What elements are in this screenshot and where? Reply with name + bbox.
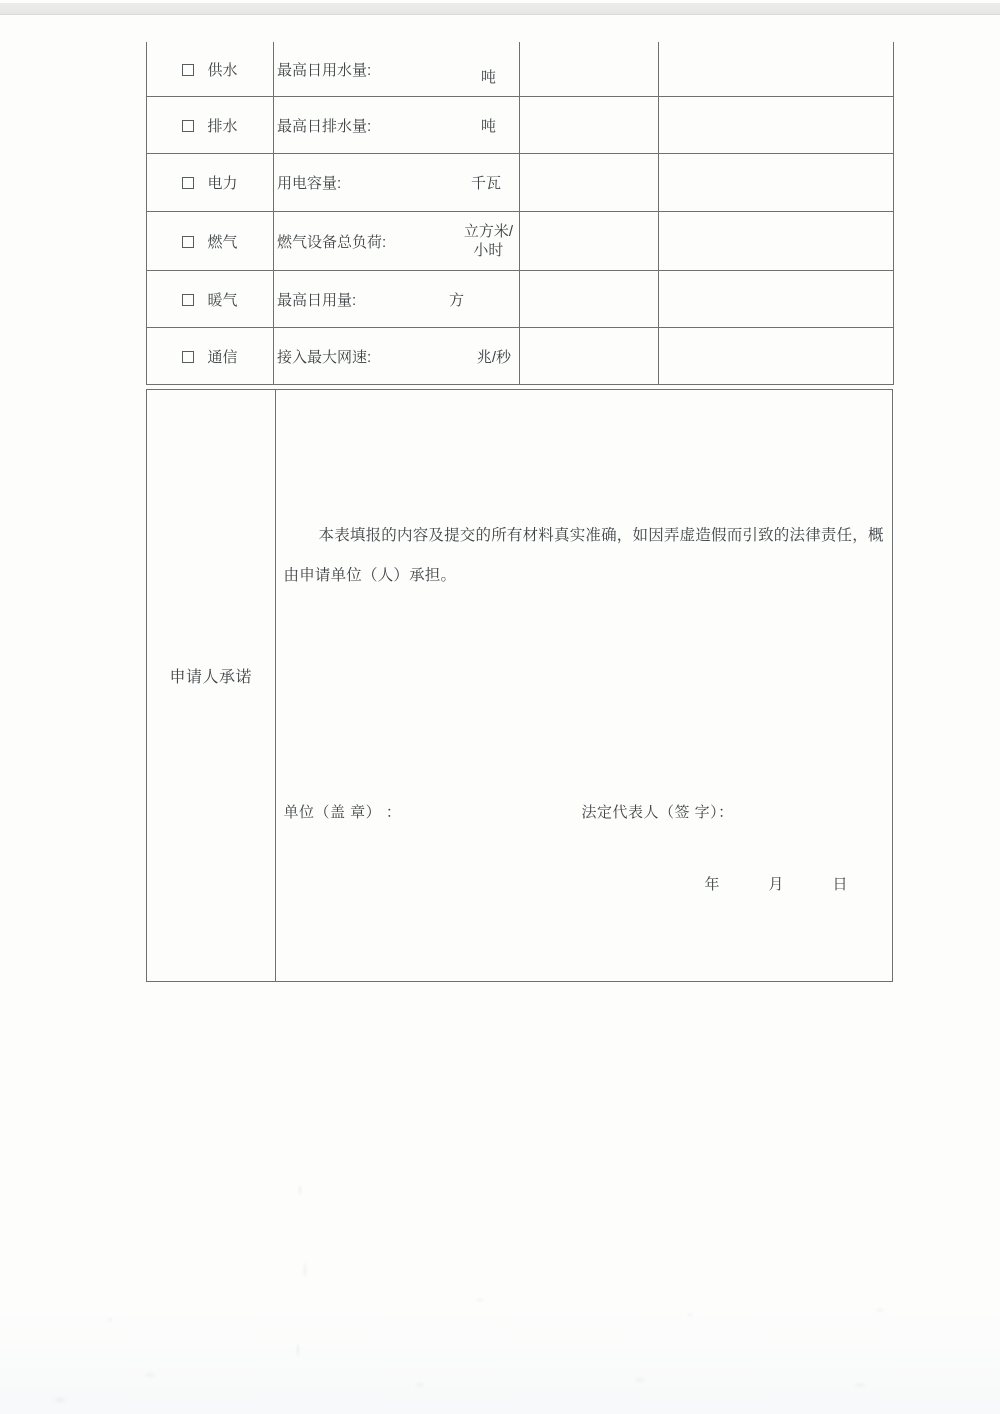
legal-representative-sign-label: 法定代表人（签 字）： xyxy=(581,804,734,821)
water-supply-remark-cell[interactable] xyxy=(659,42,894,97)
heating-remark-cell[interactable] xyxy=(659,271,894,328)
electricity-category-cell xyxy=(147,154,274,212)
commitment-body-cell xyxy=(276,390,893,981)
commitment-row-header-cell xyxy=(147,390,276,981)
telecom-category-cell xyxy=(147,328,274,385)
date-month-label: 月 xyxy=(768,876,784,893)
commitment-paragraph-line1: 本表填报的内容及提交的所有材料真实准确，如因弄虚造假而引致的法律责任，概 xyxy=(318,527,884,544)
gas-value-cell[interactable] xyxy=(520,212,659,271)
applicant-commitment-section xyxy=(146,389,893,982)
telecom-spec-label: 接入最大网速: xyxy=(277,348,372,366)
heating-name: 暖气 xyxy=(207,291,238,309)
date-line xyxy=(705,877,848,892)
unit-seal-label: 单位（盖 章） ： xyxy=(283,804,402,821)
electricity-unit: 千瓦 xyxy=(470,175,501,192)
commitment-paragraph-line2: 由申请单位（人）承担。 xyxy=(283,567,457,584)
electricity-checkbox-icon[interactable] xyxy=(182,177,194,189)
drainage-category-cell xyxy=(147,97,274,154)
heating-spec-label: 最高日用量: xyxy=(277,291,357,309)
date-day-label: 日 xyxy=(832,876,848,893)
page-bottom-scan-noise xyxy=(0,1150,1000,1414)
drainage-spec-label: 最高日排水量: xyxy=(277,117,372,135)
drainage-spec-cell xyxy=(274,97,520,154)
utilities-table xyxy=(146,42,893,385)
drainage-value-cell[interactable] xyxy=(520,97,659,154)
water-supply-spec-cell xyxy=(274,42,520,97)
water-supply-value-cell[interactable] xyxy=(520,42,659,97)
heating-value-cell[interactable] xyxy=(520,271,659,328)
telecom-unit: 兆/秒 xyxy=(476,348,511,366)
page-top-scan-edge xyxy=(0,3,1000,14)
telecom-remark-cell[interactable] xyxy=(659,328,894,385)
electricity-spec-label: 用电容量: xyxy=(277,175,342,192)
drainage-remark-cell[interactable] xyxy=(659,97,894,154)
gas-checkbox-icon[interactable] xyxy=(182,236,194,248)
electricity-remark-cell[interactable] xyxy=(659,154,894,212)
commitment-row-label: 申请人承诺 xyxy=(169,669,252,686)
heating-unit: 方 xyxy=(448,291,464,309)
gas-unit-line2: 小时 xyxy=(473,242,504,259)
electricity-spec-cell xyxy=(274,154,520,212)
drainage-unit: 吨 xyxy=(480,117,496,135)
gas-unit-line1: 立方米/ xyxy=(463,223,513,240)
telecom-name: 通信 xyxy=(207,348,238,366)
water-supply-spec-label: 最高日用水量: xyxy=(277,61,372,79)
commitment-paragraph xyxy=(284,516,893,596)
water-supply-checkbox-icon[interactable] xyxy=(182,64,194,76)
gas-remark-cell[interactable] xyxy=(659,212,894,271)
gas-name: 燃气 xyxy=(207,233,238,251)
gas-spec-cell xyxy=(274,212,520,271)
gas-unit xyxy=(464,222,513,260)
heating-spec-cell xyxy=(274,271,520,328)
electricity-value-cell[interactable] xyxy=(520,154,659,212)
telecom-value-cell[interactable] xyxy=(520,328,659,385)
heating-checkbox-icon[interactable] xyxy=(182,294,194,306)
drainage-checkbox-icon[interactable] xyxy=(182,120,194,132)
drainage-name: 排水 xyxy=(207,117,238,135)
gas-spec-label: 燃气设备总负荷: xyxy=(277,233,387,251)
heating-category-cell xyxy=(147,271,274,328)
electricity-name: 电力 xyxy=(207,175,238,192)
telecom-spec-cell xyxy=(274,328,520,385)
water-supply-unit: 吨 xyxy=(480,68,496,86)
date-year-label: 年 xyxy=(704,876,720,893)
water-supply-name: 供水 xyxy=(207,61,238,79)
telecom-checkbox-icon[interactable] xyxy=(182,351,194,363)
gas-category-cell xyxy=(147,212,274,271)
water-supply-category-cell xyxy=(147,42,274,97)
